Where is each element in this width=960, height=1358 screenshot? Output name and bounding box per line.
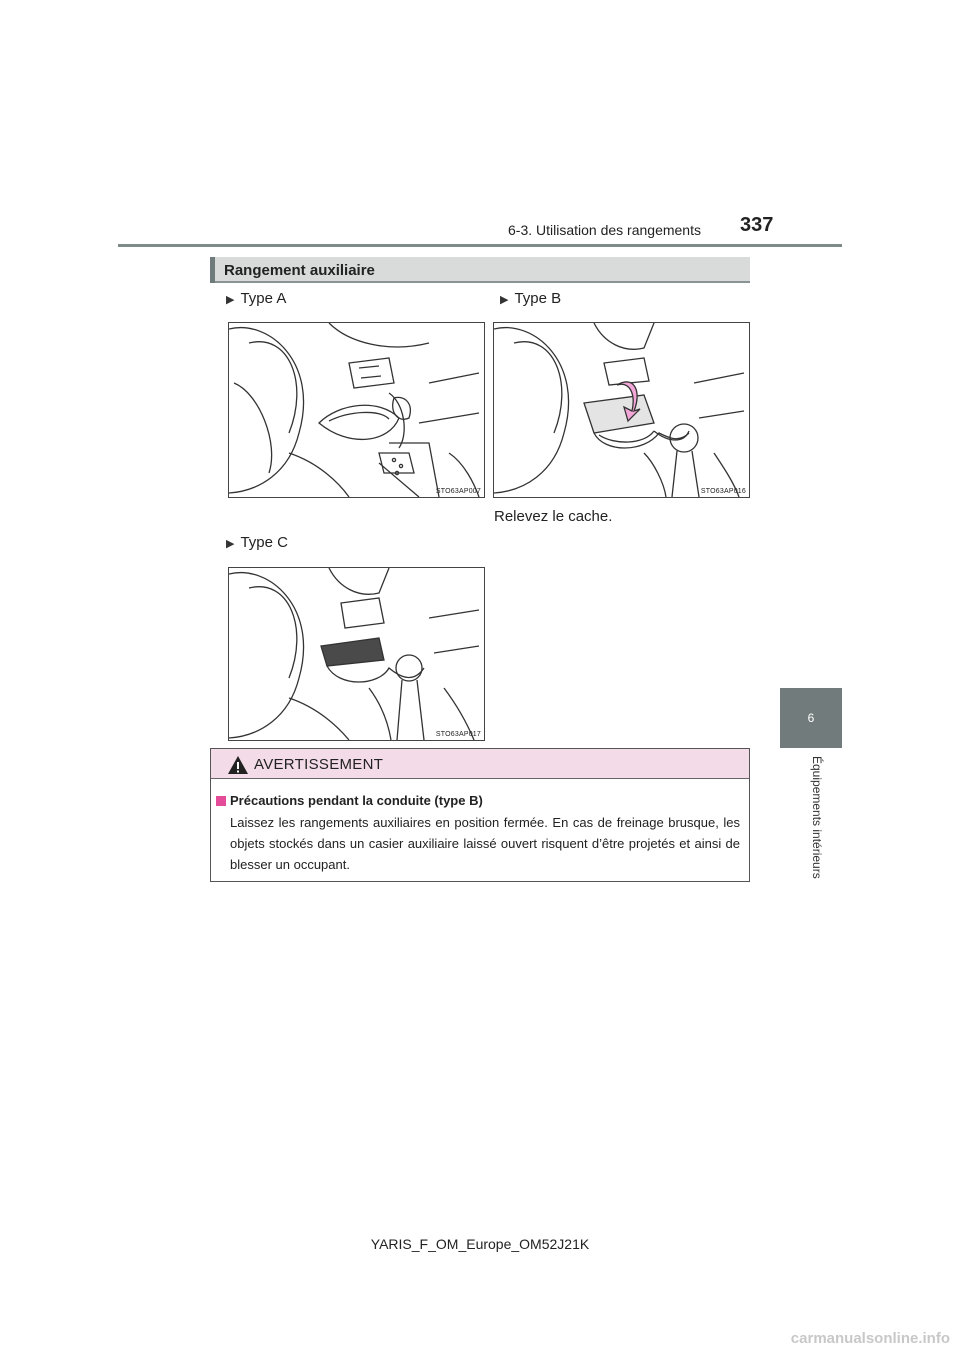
header-rule [118,244,842,247]
watermark: carmanualsonline.info [790,1330,950,1347]
figure-code: STO63AP007 [435,488,481,495]
triangle-bullet-icon: ▶ [226,538,235,550]
footer-doc-id: YARIS_F_OM_Europe_OM52J21K [370,1236,590,1252]
figure-code: STO63AP016 [700,488,746,495]
type-b-label: ▶ Type B [500,290,562,307]
page-number: 337 [740,214,774,236]
figure-type-c [228,567,485,741]
warning-triangle-icon [227,755,249,780]
running-header-section: 6-3. Utilisation des rangements [508,222,701,238]
figure-type-a [228,322,485,498]
warning-body: Laissez les rangements auxiliaires en position fermée. En cas de freinage brusque, les objets stockés dans un casier auxiliaire laissé ouvert risquent d’être projetés et ainsi de blesser un occupant. [230,815,740,872]
section-title: Rangement auxiliaire [224,262,375,279]
figure-code: STO63AP017 [435,731,481,738]
chapter-number: 6 [807,711,815,725]
figure-b-caption: Relevez le cache. [494,508,613,525]
type-a-label: ▶ Type A [226,290,287,307]
chapter-label: Équipements intérieurs [810,756,824,879]
warning-title: AVERTISSEMENT [254,756,384,773]
triangle-bullet-icon: ▶ [226,294,235,306]
triangle-bullet-icon: ▶ [500,294,509,306]
section-accent [210,257,215,283]
figure-type-b [493,322,750,498]
warning-square-bullet-icon [216,796,226,806]
warning-subtitle: Précautions pendant la conduite (type B) [230,793,483,808]
type-c-label: ▶ Type C [226,534,288,551]
